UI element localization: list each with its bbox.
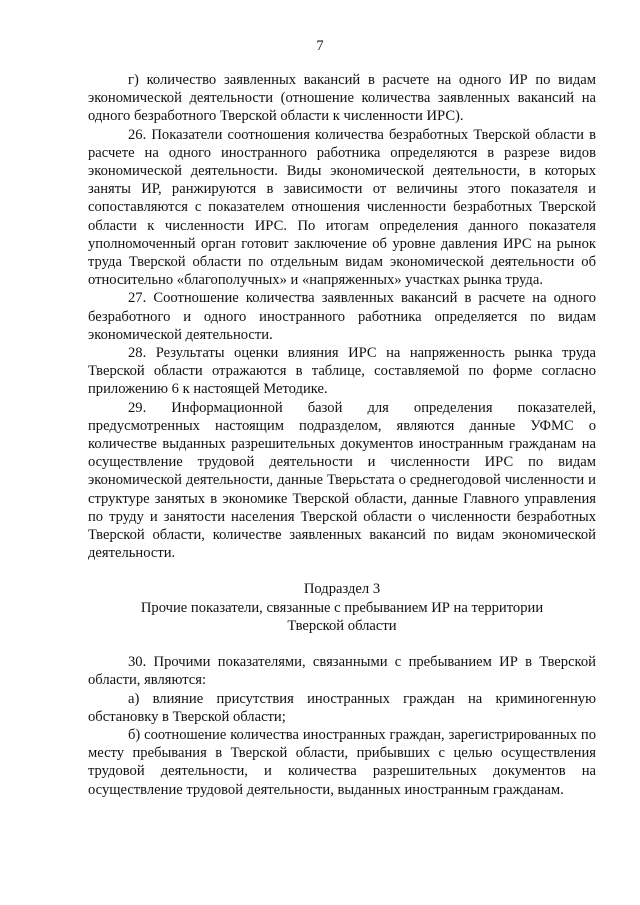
paragraph-28: 28. Результаты оценки влияния ИРС на напряженность рынка труда Тверской области отражаются в таблице, составляемой по форме согласно приложению 6 к настоящей Методике.	[88, 345, 596, 398]
paragraph-27: 27. Соотношение количества заявленных вакансий в расчете на одного безработного и одного иностранного работника определяется по видам экономической деятельности.	[88, 290, 596, 343]
paragraph-30: 30. Прочими показателями, связанными с пребыванием ИР в Тверской области, являются:	[88, 654, 596, 689]
subsection-heading	[88, 580, 596, 635]
paragraph-g-vacancies: г) количество заявленных вакансий в расчете на одного ИР по видам экономической деятельности (отношение количества заявленных вакансий на одного безработного Тверской области к численности ИРС).	[88, 72, 596, 125]
document-body	[88, 71, 596, 799]
paragraph-b-registration: б) соотношение количества иностранных граждан, зарегистрированных по месту пребывания в Тверской области, прибывших с целью осуществления трудовой деятельности, и количества разрешительных документов на осуществление трудовой деятельности, выданных иностранным гражданам.	[88, 726, 596, 798]
paragraph-29: 29. Информационной базой для определения показателей, предусмотренных настоящим подразделом, являются данные УФМС о количестве выданных разрешительных документов иностранным гражданам на осуществление трудовой деятельности и численности ИРС по видам экономической деятельности, данные Тверьстата о среднегодовой численности и структуре занятых в экономике Тверской области, данные Главного управления по труду и занятости населения Тверской области о численности безработных Тверской области, количестве заявленных вакансий по видам экономической деятельности.	[88, 399, 596, 562]
subsection-title-line1: Прочие показатели, связанные с пребыванием ИР на территории	[140, 599, 544, 616]
subsection-label: Подраздел 3	[303, 581, 381, 598]
page-number: 7	[316, 38, 324, 54]
paragraph-26: 26. Показатели соотношения количества безработных Тверской области в расчете на одного иностранного работника определяются в разрезе видов экономической деятельности. Виды экономической деятельности, в которых заняты ИР, ранжируются в зависимости от величины этого показателя и сопоставляются с показателем отношения численности безработных Тверской области к численности ИРС. По итогам определения данного показателя уполномоченный орган готовит заключение об уровне давления ИРС на рынок труда Тверской области по отдельным видам экономической деятельности об относительно «благополучных» и «напряженных» участках рынка труда.	[88, 126, 596, 289]
subsection-title-line2: Тверской области	[287, 617, 397, 634]
paragraph-a-crime: а) влияние присутствия иностранных граждан на криминогенную обстановку в Тверской области;	[88, 690, 596, 725]
